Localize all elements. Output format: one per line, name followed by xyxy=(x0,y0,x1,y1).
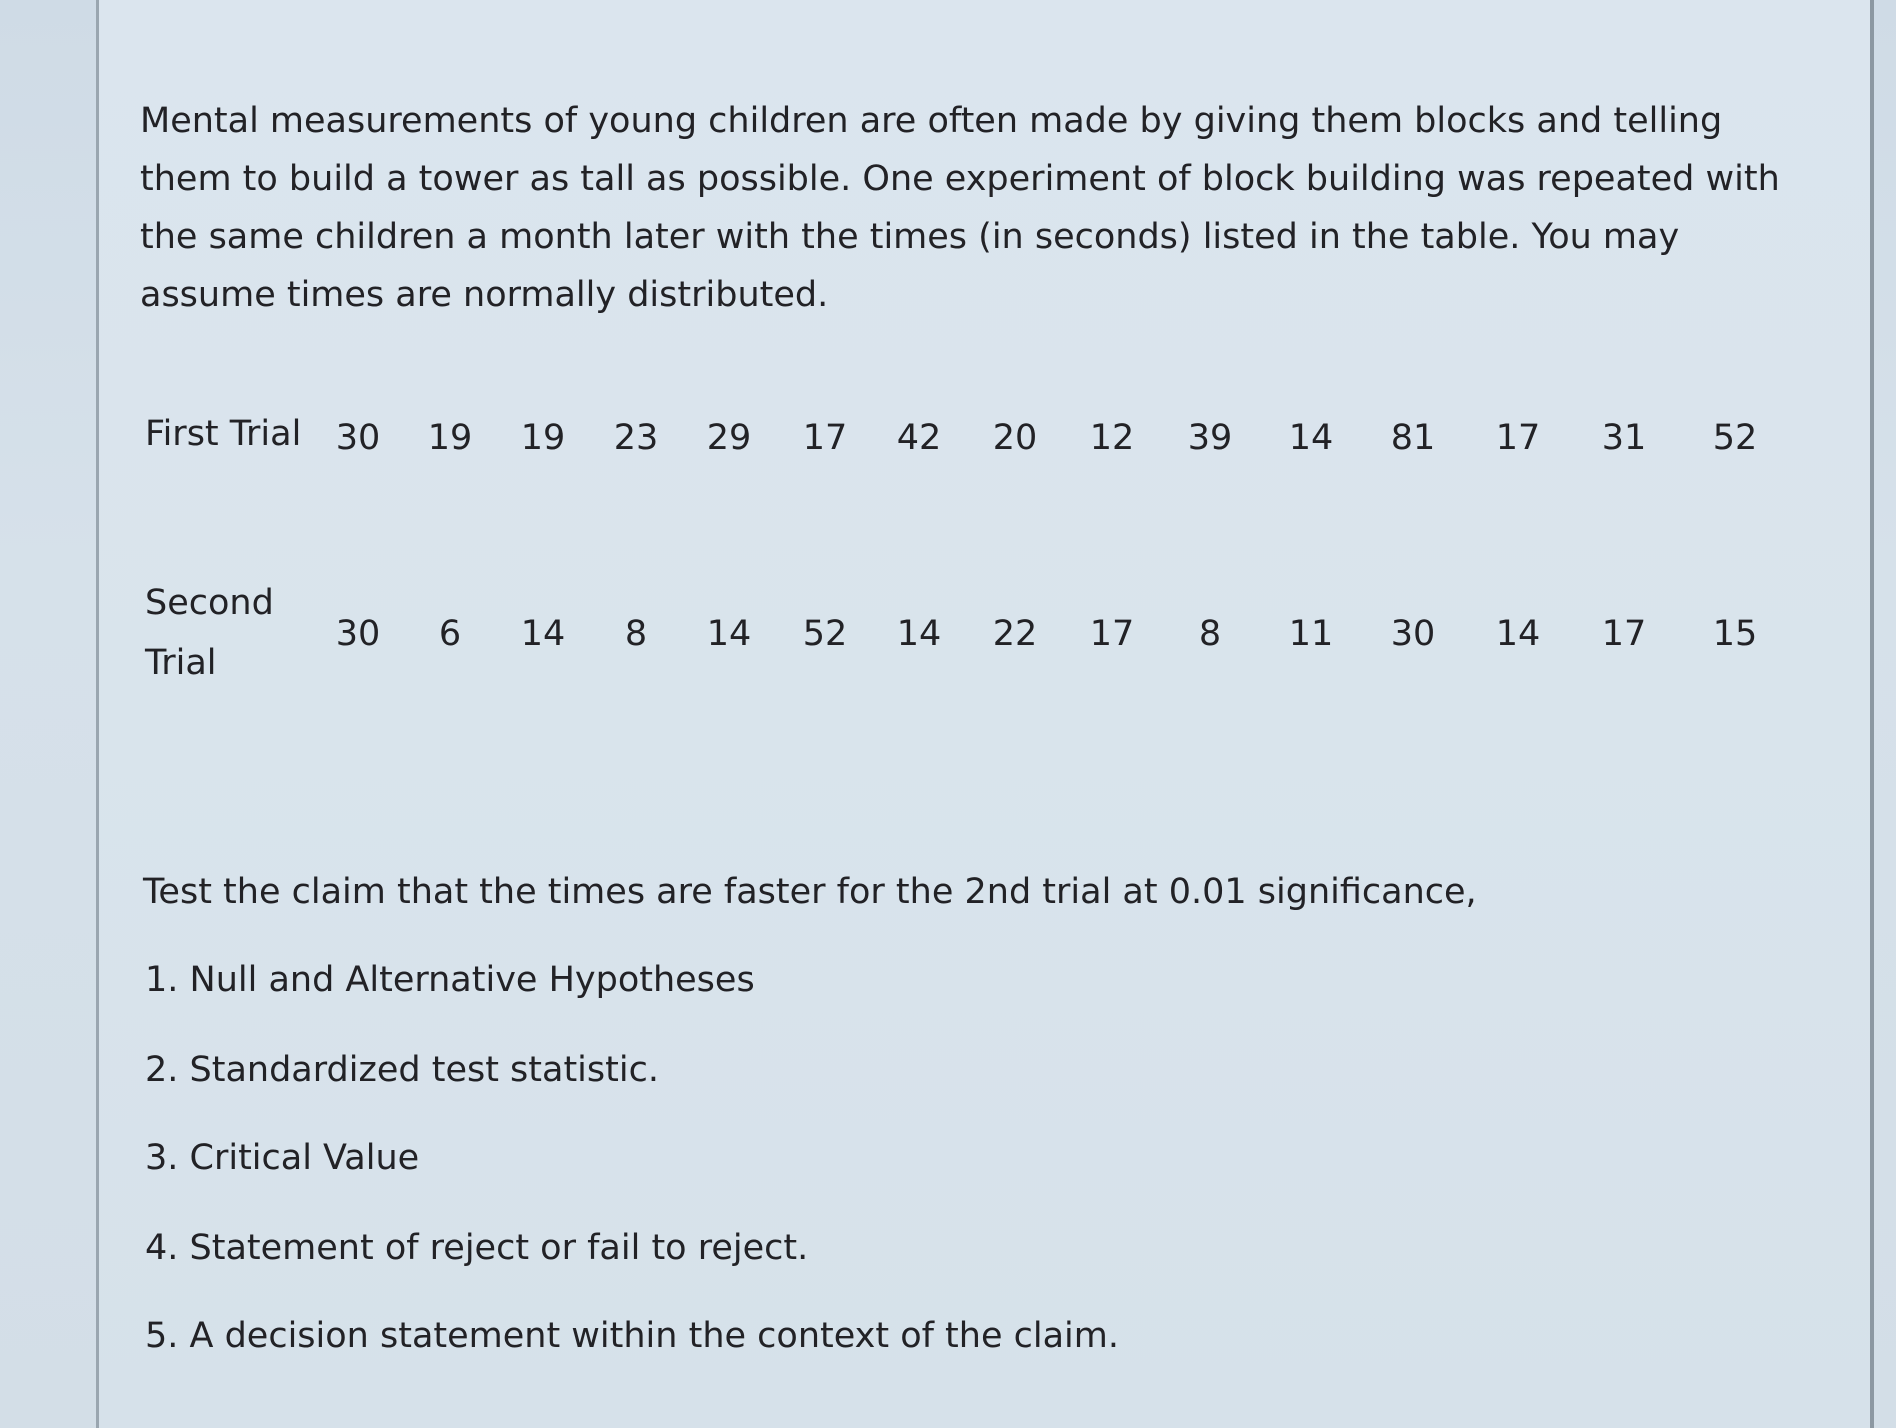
second-trial-value-13: 14 xyxy=(1495,614,1541,654)
second-trial-value-1: 30 xyxy=(335,614,381,654)
first-trial-value-7: 42 xyxy=(896,418,942,458)
first-trial-value-2: 19 xyxy=(427,418,473,458)
first-trial-value-3: 19 xyxy=(520,418,566,458)
first-trial-value-1: 30 xyxy=(335,418,381,458)
second-trial-value-3: 14 xyxy=(520,614,566,654)
second-trial-value-11: 11 xyxy=(1288,614,1334,654)
second-trial-value-8: 22 xyxy=(992,614,1038,654)
second-trial-value-4: 8 xyxy=(624,614,648,654)
second-trial-value-5: 14 xyxy=(706,614,752,654)
claim-prompt: Test the claim that the times are faster for the 2nd trial at 0.01 significance, xyxy=(143,872,1477,912)
first-trial-value-15: 52 xyxy=(1712,418,1758,458)
second-trial-value-9: 17 xyxy=(1089,614,1135,654)
first-trial-value-4: 23 xyxy=(613,418,659,458)
second-trial-value-7: 14 xyxy=(896,614,942,654)
second-trial-value-6: 52 xyxy=(802,614,848,654)
page-right-border xyxy=(1870,0,1874,1428)
second-trial-label-line2: Trial xyxy=(145,643,217,683)
first-trial-value-6: 17 xyxy=(802,418,848,458)
question-1: 1. Null and Alternative Hypotheses xyxy=(145,960,755,1000)
first-trial-value-14: 31 xyxy=(1601,418,1647,458)
first-trial-value-5: 29 xyxy=(706,418,752,458)
first-trial-value-10: 39 xyxy=(1187,418,1233,458)
first-trial-value-13: 17 xyxy=(1495,418,1541,458)
second-trial-value-2: 6 xyxy=(438,614,462,654)
problem-intro-text: Mental measurements of young children are often made by giving them blocks and telling them to build a tower as tall as possible. One experiment of block building was repeated with the same children a month later with the times (in seconds) listed in the table. You may assume times are normally distributed. xyxy=(140,101,1780,315)
first-trial-value-8: 20 xyxy=(992,418,1038,458)
first-trial-label: First Trial xyxy=(145,414,302,454)
first-trial-value-11: 14 xyxy=(1288,418,1334,458)
first-trial-value-9: 12 xyxy=(1089,418,1135,458)
question-3: 3. Critical Value xyxy=(145,1138,420,1178)
first-trial-value-12: 81 xyxy=(1390,418,1436,458)
second-trial-value-14: 17 xyxy=(1601,614,1647,654)
question-2: 2. Standardized test statistic. xyxy=(145,1050,659,1090)
question-5: 5. A decision statement within the context of the claim. xyxy=(145,1316,1119,1356)
question-4: 4. Statement of reject or fail to reject. xyxy=(145,1228,809,1268)
second-trial-value-12: 30 xyxy=(1390,614,1436,654)
second-trial-label-line1: Second xyxy=(145,583,274,623)
second-trial-value-10: 8 xyxy=(1198,614,1222,654)
second-trial-value-15: 15 xyxy=(1712,614,1758,654)
